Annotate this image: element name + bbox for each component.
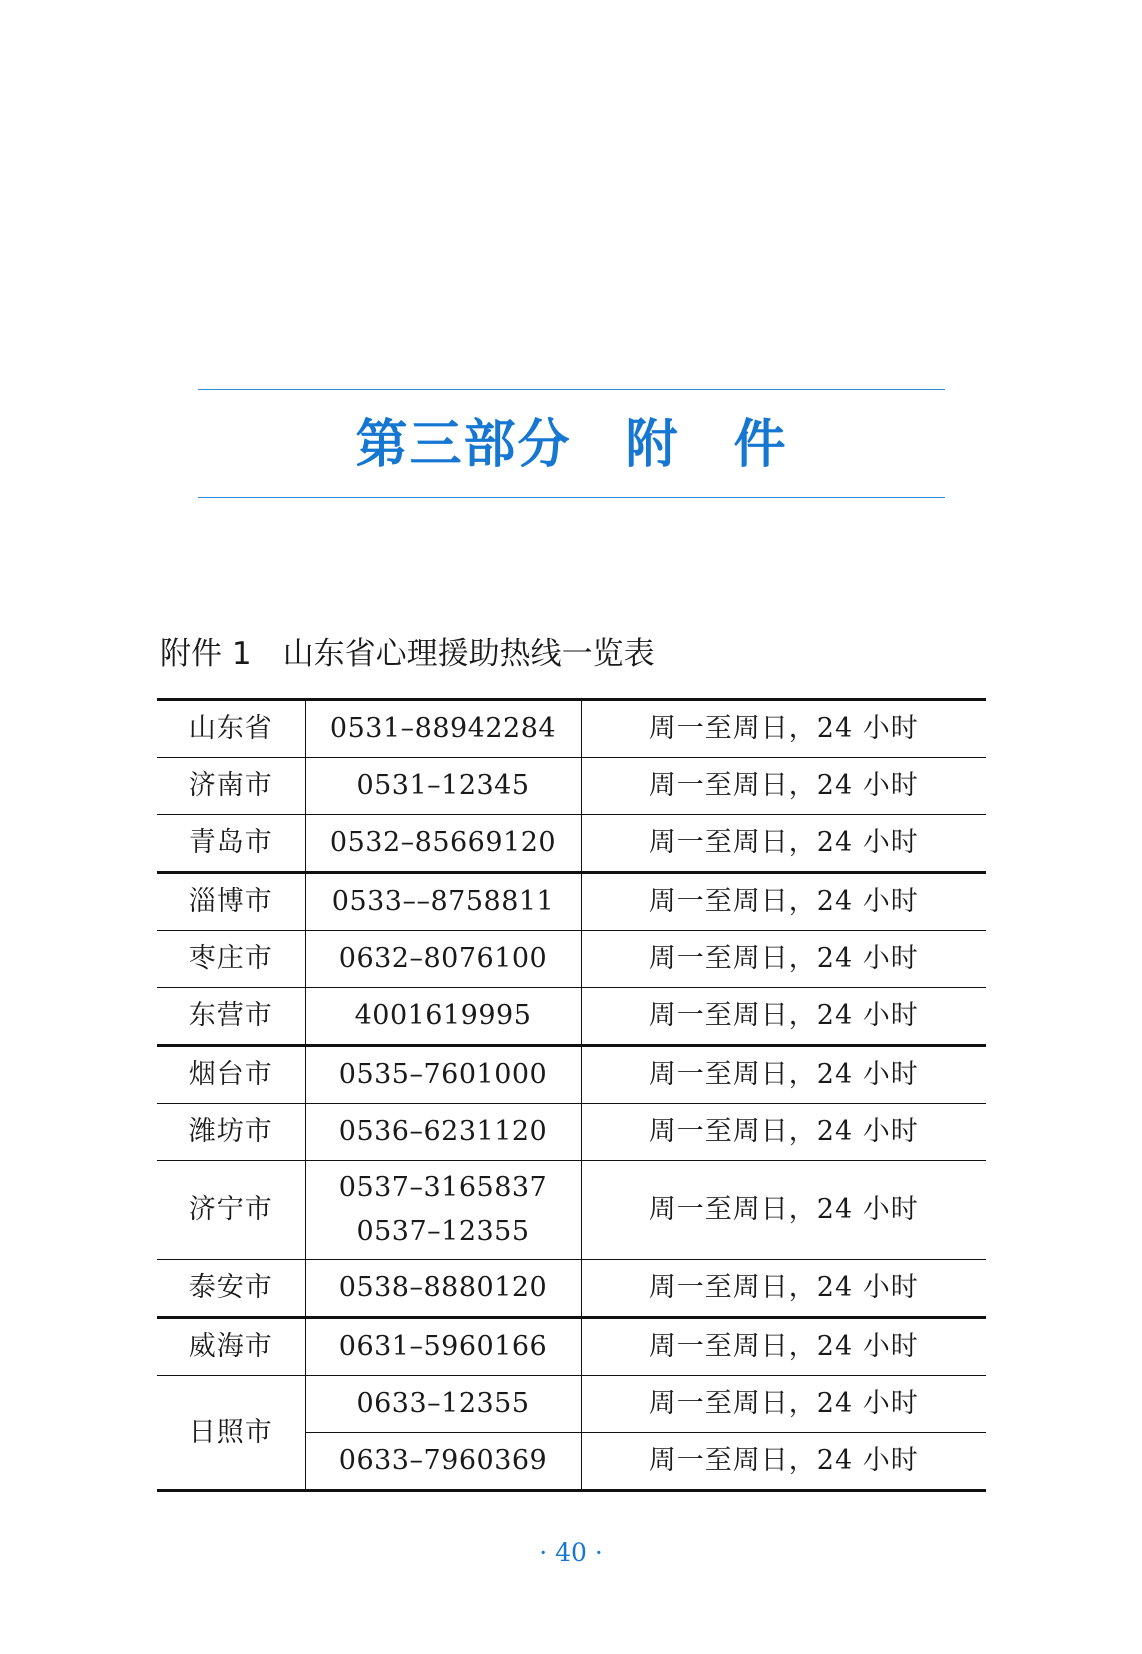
hotline-table [157,698,986,1492]
phone-cell: 4001619995 [305,988,581,1046]
city-cell: 淄博市 [157,873,305,931]
city-cell: 潍坊市 [157,1104,305,1161]
phone-cell: 0633–12355 [305,1376,581,1433]
table-row [157,931,986,988]
page-number: · 40 · [539,1538,603,1567]
table-row [157,1046,986,1104]
phone-cell: 0538–8880120 [305,1260,581,1318]
hours-cell: 周一至周日，24 小时 [581,1376,986,1433]
table-row [157,873,986,931]
hours-cell: 周一至周日，24 小时 [581,700,986,758]
hours-cell: 周一至周日，24 小时 [581,1161,986,1260]
hours-cell: 周一至周日，24 小时 [581,1046,986,1104]
city-cell: 济南市 [157,758,305,815]
city-cell: 威海市 [157,1318,305,1376]
hours-cell: 周一至周日，24 小时 [581,873,986,931]
table-row [157,1376,986,1433]
table-row [157,1104,986,1161]
hours-cell: 周一至周日，24 小时 [581,758,986,815]
table-row [157,700,986,758]
table-caption: 附件 1 山东省心理援助热线一览表 [160,636,655,672]
phone-number: 0537–12355 [356,1216,530,1247]
hours-cell: 周一至周日，24 小时 [581,931,986,988]
title-rule-bottom [198,497,945,498]
phone-cell: 0536–6231120 [305,1104,581,1161]
title-rule-top [198,389,945,390]
city-cell: 东营市 [157,988,305,1046]
city-cell: 济宁市 [157,1161,305,1260]
table-row [157,1260,986,1318]
city-cell: 青岛市 [157,815,305,873]
hours-cell: 周一至周日，24 小时 [581,1433,986,1491]
city-cell: 泰安市 [157,1260,305,1318]
part-title: 第三部分 附 件 [355,415,788,475]
table-row [157,758,986,815]
table-row [157,988,986,1046]
phone-cell: 0532–85669120 [305,815,581,873]
table-row [157,1161,986,1260]
phone-cell: 0531–12345 [305,758,581,815]
phone-cell: 0631–5960166 [305,1318,581,1376]
table-row [157,815,986,873]
city-cell: 枣庄市 [157,931,305,988]
hours-cell: 周一至周日，24 小时 [581,988,986,1046]
phone-number: 0537–3165837 [338,1172,548,1203]
phone-cell: 0531–88942284 [305,700,581,758]
phone-cell: 0632–8076100 [305,931,581,988]
phone-cell: 0633–7960369 [305,1433,581,1491]
hours-cell: 周一至周日，24 小时 [581,1260,986,1318]
city-cell: 烟台市 [157,1046,305,1104]
hours-cell: 周一至周日，24 小时 [581,1104,986,1161]
table-row [157,1318,986,1376]
phone-cell [305,1161,581,1260]
city-cell: 日照市 [157,1376,305,1491]
city-cell: 山东省 [157,700,305,758]
phone-cell: 0533––8758811 [305,873,581,931]
phone-cell: 0535–7601000 [305,1046,581,1104]
hours-cell: 周一至周日，24 小时 [581,815,986,873]
hours-cell: 周一至周日，24 小时 [581,1318,986,1376]
